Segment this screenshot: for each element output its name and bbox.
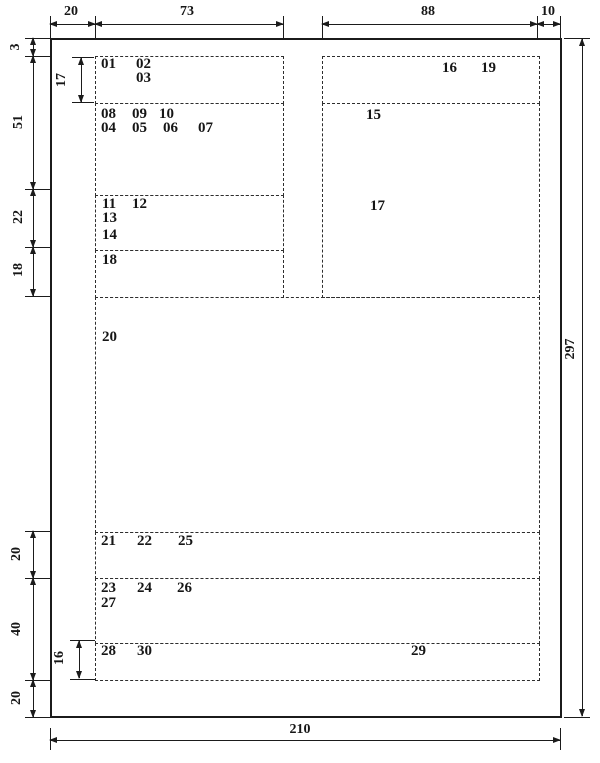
- ext-tick: [25, 680, 50, 681]
- dim-arrow-left-col-width: [95, 24, 283, 25]
- ext-tick: [25, 38, 50, 39]
- dim-label-right-297: 297: [563, 338, 578, 360]
- dim-arrow-bottom-210: [50, 740, 560, 741]
- ext-tick: [322, 16, 323, 38]
- field-box-18: [95, 250, 284, 298]
- field-12: 12: [132, 196, 147, 212]
- field-17: 17: [370, 198, 385, 214]
- dim-arrow-right-col-width: [322, 24, 537, 25]
- field-21: 21: [101, 533, 116, 549]
- field-box-21-25: [95, 532, 540, 579]
- field-22: 22: [137, 533, 152, 549]
- dim-label-left-18: 18: [11, 263, 26, 277]
- field-box-16-19: [322, 56, 540, 104]
- ext-tick: [25, 578, 50, 579]
- field-05: 05: [132, 120, 147, 136]
- dim-arrow-left-3: [33, 38, 34, 56]
- field-box-04-10: [95, 103, 284, 196]
- ext-tick: [564, 38, 590, 39]
- field-25: 25: [178, 533, 193, 549]
- ext-tick: [537, 16, 538, 38]
- ext-tick: [70, 640, 95, 641]
- dim-arrow-left-40: [33, 578, 34, 680]
- dim-arrow-left-51: [33, 56, 34, 189]
- ext-tick: [25, 531, 50, 532]
- ext-tick: [70, 679, 95, 680]
- dim-arrow-inner-16: [79, 641, 80, 678]
- ext-tick: [25, 189, 50, 190]
- field-04: 04: [101, 120, 116, 136]
- dim-label-top-88: 88: [421, 4, 435, 19]
- field-14: 14: [102, 227, 117, 243]
- dim-label-left-51: 51: [11, 115, 26, 129]
- field-box-11-14: [95, 195, 284, 251]
- ext-tick: [25, 717, 50, 718]
- field-box-28-30: [95, 643, 540, 681]
- field-13: 13: [102, 210, 117, 226]
- field-11: 11: [102, 196, 117, 212]
- ext-tick: [25, 247, 50, 248]
- ext-tick: [283, 16, 284, 38]
- ext-tick: [95, 16, 96, 38]
- field-29: 29: [411, 643, 426, 659]
- dim-label-inner-17: 17: [54, 73, 69, 87]
- dim-label-left-3: 3: [8, 43, 23, 51]
- field-03: 03: [136, 70, 151, 86]
- field-23: 23: [101, 580, 116, 596]
- ext-tick: [50, 16, 51, 38]
- field-20: 20: [102, 329, 117, 345]
- field-09: 09: [132, 106, 147, 122]
- dim-label-left-22: 22: [11, 210, 26, 224]
- ext-tick: [25, 296, 50, 297]
- dim-label-left-20a: 20: [9, 547, 24, 561]
- field-box-01-03: [95, 56, 284, 104]
- dim-label-left-40: 40: [9, 622, 24, 636]
- field-24: 24: [137, 580, 152, 596]
- dim-arrow-top-margin-right: [537, 24, 560, 25]
- field-box-23-27: [95, 578, 540, 644]
- dim-label-top-20: 20: [64, 4, 78, 19]
- dim-arrow-left-20b: [33, 680, 34, 717]
- dim-label-inner-16: 16: [52, 651, 67, 665]
- field-07: 07: [198, 120, 213, 136]
- field-10: 10: [159, 106, 174, 122]
- dim-arrow-left-20a: [33, 531, 34, 578]
- field-27: 27: [101, 595, 116, 611]
- field-19: 19: [481, 60, 496, 76]
- dim-arrow-right-297: [582, 39, 583, 716]
- dim-label-top-73: 73: [180, 4, 194, 19]
- field-08: 08: [101, 106, 116, 122]
- dim-label-left-20b: 20: [9, 691, 24, 705]
- field-02: 02: [136, 56, 151, 72]
- field-01: 01: [101, 56, 116, 72]
- dim-label-bottom-210: 210: [289, 722, 311, 737]
- ext-tick: [560, 16, 561, 38]
- field-box-20: [95, 297, 540, 533]
- ext-tick: [564, 717, 590, 718]
- field-18: 18: [102, 252, 117, 268]
- field-28: 28: [101, 643, 116, 659]
- field-15: 15: [366, 107, 381, 123]
- field-16: 16: [442, 60, 457, 76]
- field-06: 06: [163, 120, 178, 136]
- field-box-15-17: [322, 103, 540, 298]
- dim-arrow-top-margin-left: [50, 24, 95, 25]
- dim-label-top-10: 10: [541, 4, 555, 19]
- dim-arrow-left-22: [33, 189, 34, 247]
- dim-arrow-left-18: [33, 247, 34, 296]
- field-30: 30: [137, 643, 152, 659]
- dim-arrow-inner-17: [81, 58, 82, 102]
- field-26: 26: [177, 580, 192, 596]
- ext-tick: [25, 56, 50, 57]
